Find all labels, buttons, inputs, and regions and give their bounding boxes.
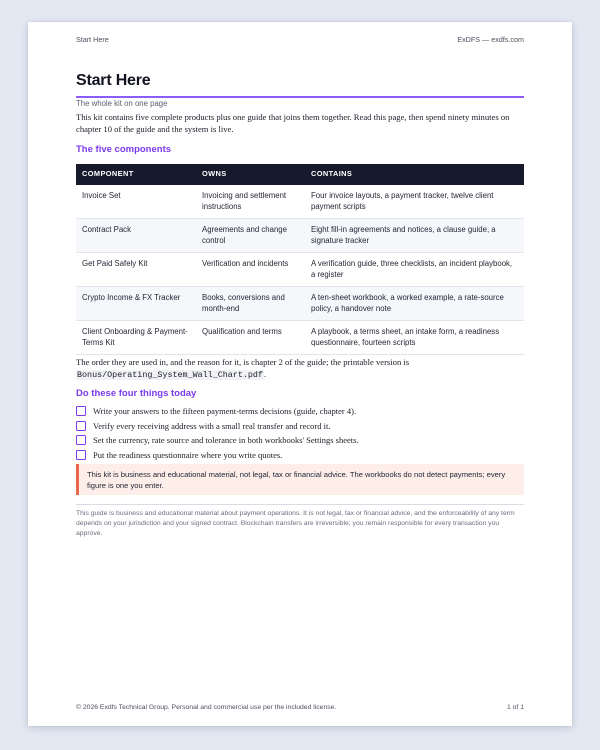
task-text: Verify every receiving address with a small real transfer and record it. — [93, 420, 331, 431]
column-header-owns: OWNS — [196, 164, 305, 185]
task-text: Write your answers to the fifteen payment-terms decisions (guide, chapter 4). — [93, 406, 357, 417]
cell-component: Get Paid Safely Kit — [76, 253, 196, 287]
wall-chart-path: Bonus/Operating_System_Wall_Chart.pdf — [77, 370, 263, 380]
cell-contains: A verification guide, three checklists, an incident playbook, a register — [305, 253, 524, 287]
table-row — [76, 253, 524, 287]
table-row — [76, 219, 524, 253]
task-checklist — [76, 404, 524, 462]
list-item — [76, 419, 524, 434]
cell-contains: A playbook, a terms sheet, an intake form, a readiness questionnaire, fourteen scripts — [305, 321, 524, 355]
cell-contains: A ten-sheet workbook, a worked example, a rate-source policy, a handover note — [305, 287, 524, 321]
page-subtitle: The whole kit on one page — [76, 99, 168, 108]
checkbox-icon[interactable] — [76, 435, 86, 445]
cell-contains: Eight fill-in agreements and notices, a clause guide, a signature tracker — [305, 219, 524, 253]
page-title: Start Here — [76, 72, 151, 89]
checkbox-icon[interactable] — [76, 450, 86, 460]
table-header-row — [76, 164, 524, 185]
page-number: 1 of 1 — [506, 704, 524, 711]
disclaimer: This guide is business and educational material about payment operations. It is not legal, tax or financial advice, and the enforceability of any term depends on your jurisdiction and your signed contract. Blockchain transfers are irreversible; you remain responsible for every transaction you approve. — [76, 510, 515, 537]
footer-copyright: © 2026 Exdfs Technical Group. Personal and commercial use per the included license. — [76, 704, 337, 711]
task-text: Put the readiness questionnaire where you write quotes. — [93, 449, 283, 460]
running-header-title: Start Here — [76, 35, 109, 44]
table-row — [76, 321, 524, 355]
intro-paragraph: This kit contains five complete products plus one guide that joins them together. Read this page, then spend ninety minutes on chapter 10 of the guide and the system is live. — [76, 112, 510, 134]
divider — [76, 504, 524, 505]
components-table — [76, 164, 524, 355]
list-item — [76, 404, 524, 419]
title-rule — [76, 96, 524, 98]
column-header-component: COMPONENT — [76, 164, 196, 185]
cell-component: Crypto Income & FX Tracker — [76, 287, 196, 321]
order-note-end: . — [263, 369, 267, 379]
table-row — [76, 185, 524, 219]
cell-component: Contract Pack — [76, 219, 196, 253]
components-heading: The five components — [76, 144, 172, 155]
order-note-text: The order they are used in, and the reason for it, is chapter 2 of the guide; the printable version is — [76, 357, 410, 367]
checkbox-icon[interactable] — [76, 406, 86, 416]
checkbox-icon[interactable] — [76, 421, 86, 431]
document-page — [28, 22, 572, 726]
column-header-contains: CONTAINS — [305, 164, 524, 185]
table-row — [76, 287, 524, 321]
cell-owns: Qualification and terms — [196, 321, 305, 355]
cell-owns: Books, conversions and month-end — [196, 287, 305, 321]
page-content — [76, 22, 524, 726]
advice-callout: This kit is business and educational material, not legal, tax or financial advice. The workbooks do not detect payments; every figure is one you enter. — [76, 464, 524, 495]
four-things-heading: Do these four things today — [76, 388, 197, 399]
cell-component: Client Onboarding & Payment-Terms Kit — [76, 321, 196, 355]
task-text: Set the currency, rate source and tolerance in both workbooks' Settings sheets. — [93, 435, 359, 446]
cell-contains: Four invoice layouts, a payment tracker, twelve client payment scripts — [305, 185, 524, 219]
cell-component: Invoice Set — [76, 185, 196, 219]
cell-owns: Agreements and change control — [196, 219, 305, 253]
list-item — [76, 433, 524, 448]
page-footer — [76, 704, 524, 711]
running-header — [76, 35, 524, 44]
cell-owns: Invoicing and settlement instructions — [196, 185, 305, 219]
order-note — [76, 356, 524, 381]
list-item — [76, 448, 524, 463]
running-header-site: ExDFS — exdfs.com — [457, 35, 524, 44]
cell-owns: Verification and incidents — [196, 253, 305, 287]
